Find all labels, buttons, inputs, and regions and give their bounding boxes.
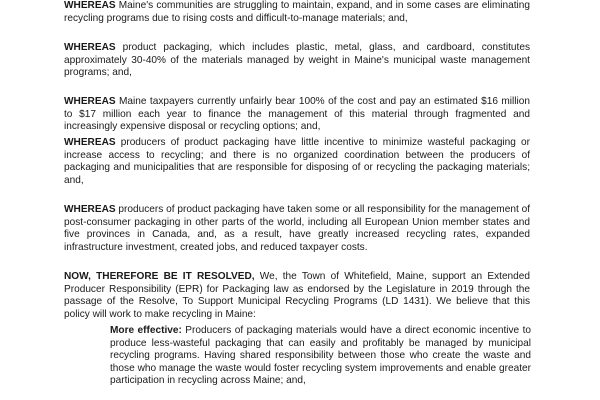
paragraph-text: producers of product packaging have taken some or all responsibility for the management of post-consumer packaging in other parts of the world, including all European Union member states and five provinces in Canada, and, as a result, have greatly increased recycling rates, expanded infrastructure investment, created jobs, and reduced taxpayer costs. (64, 204, 530, 253)
paragraph-keyword: WHEREAS (64, 42, 116, 53)
paragraph-text: Maine taxpayers currently unfairly bear 100% of the cost and pay an estimated $16 million to $17 million each year to finance the management of this material through fragmented and increasingly expensive disposal or recycling options; and, (64, 96, 530, 133)
more-effective-paragraph (110, 325, 531, 388)
paragraph-text: producers of product packaging have little incentive to minimize wasteful packaging or increase access to recycling; and there is no organized coordination between the producers of packaging and municipalities that are responsible for disposing of or recycling the packaging materials; and, (64, 137, 530, 186)
whereas-paragraph-other-jurisdictions (64, 204, 530, 254)
paragraph-text: Maine's communities are struggling to maintain, expand, and in some cases are eliminating recycling programs due to rising costs and difficult-to-manage materials; and, (64, 0, 530, 24)
paragraph-keyword: WHEREAS (64, 137, 116, 148)
whereas-paragraph-packaging-share (64, 42, 530, 80)
paragraph-text: product packaging, which includes plastic, metal, glass, and cardboard, constitutes approximately 30-40% of the materials managed by weight in Maine's municipal waste management programs; and, (64, 42, 530, 79)
paragraph-text: We, the Town of Whitefield, Maine, support an Extended Producer Responsibility (EPR) for Packaging law as endorsed by the Legislature in 2019 through the passage of the Resolve, To Support Municipal Recycling Programs (LD 1431). We believe that this policy will work to make recycling in Maine: (64, 271, 531, 320)
paragraph-keyword: More effective: (110, 325, 182, 336)
whereas-paragraph-producer-incentive (64, 137, 530, 187)
paragraph-text: Producers of packaging materials would have a direct economic incentive to produce less-wasteful packaging that can easily and profitably be managed by municipal recycling programs. Having shared responsibility between those who create the waste and those who manage the waste would foster recycling system improvements and enable greater participation in recycling across Maine; and, (110, 325, 531, 387)
resolution-paragraph (64, 271, 530, 321)
paragraph-keyword: WHEREAS (64, 96, 116, 107)
paragraph-keyword: NOW, THEREFORE BE IT RESOLVED, (64, 271, 255, 282)
paragraph-keyword: WHEREAS (64, 204, 116, 215)
paragraph-keyword: WHEREAS (64, 0, 116, 11)
whereas-paragraph-communities (64, 0, 530, 25)
whereas-paragraph-taxpayer-cost (64, 96, 530, 134)
